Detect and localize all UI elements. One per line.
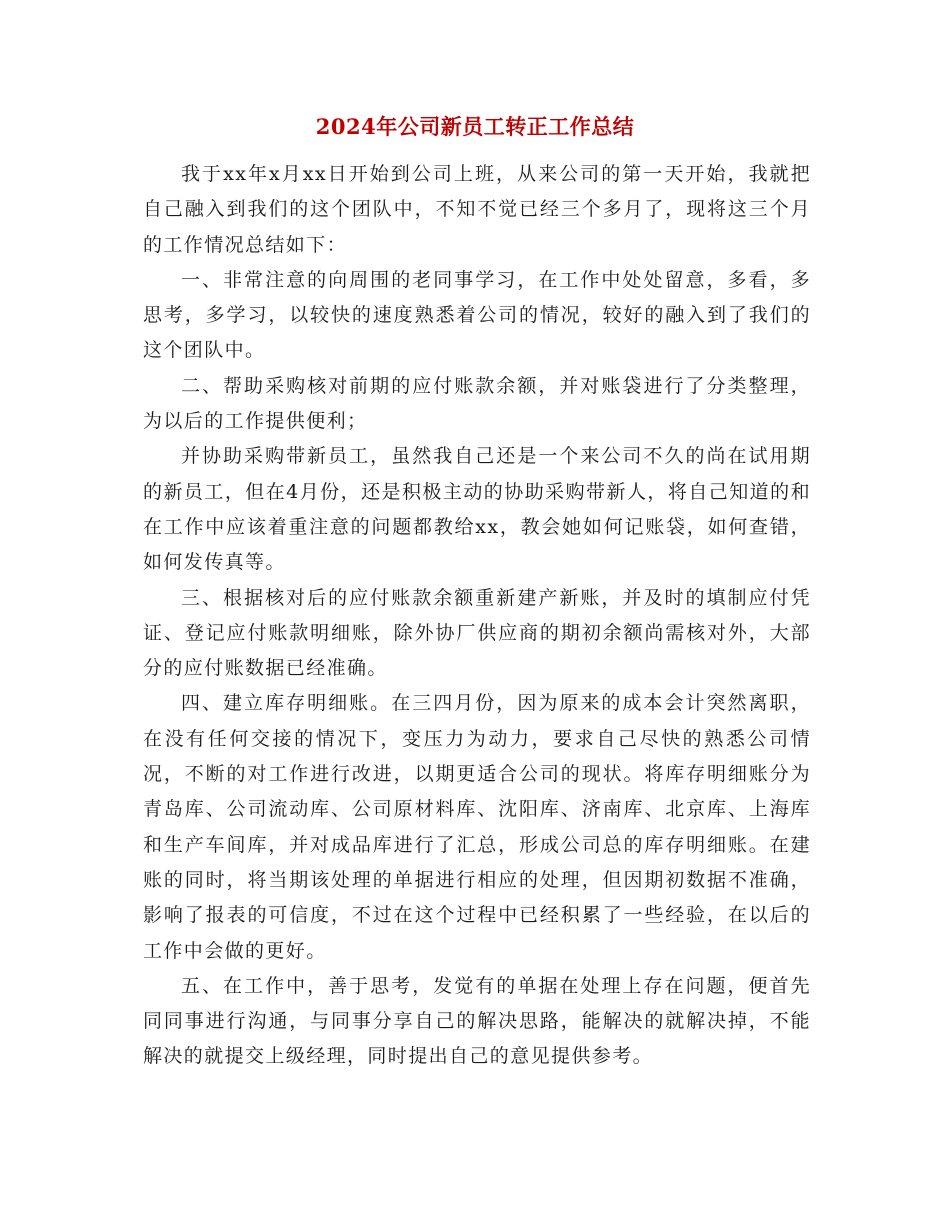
document-body (143, 157, 811, 1075)
paragraph-intro: 我于xx年x月xx日开始到公司上班，从来公司的第一天开始，我就把自己融入到我们的这个团队中，不知不觉已经三个多月了，现将这三个月的工作情况总结如下： (143, 163, 811, 256)
paragraph-item-3: 三、根据核对后的应付账款余额重新建产新账，并及时的填制应付凭证、登记应付账款明细账，除外协厂供应商的期初余额尚需核对外，大部分的应付账数据已经准确。 (143, 586, 811, 680)
document-title: 2024年公司新员工转正工作总结 (315, 114, 635, 139)
paragraph-item-2-continued: 并协助采购带新员工，虽然我自己还是一个来公司不久的尚在试用期的新员工，但在4月份，还是积极主动的协助采购带新人，将自己知道的和在工作中应该着重注意的问题都教给xx，教会她如何记账袋，如何查错，如何发传真等。 (143, 445, 811, 574)
paragraph-item-5: 五、在工作中，善于思考，发觉有的单据在处理上存在问题，便首先同同事进行沟通，与同事分享自己的解决思路，能解决的就解决掉，不能解决的就提交上级经理，同时提出自己的意见提供参考。 (143, 974, 811, 1068)
paragraph-item-4: 四、建立库存明细账。在三四月份，因为原来的成本会计突然离职，在没有任何交接的情况下，变压力为动力，要求自己尽快的熟悉公司情况，不断的对工作进行改进，以期更适合公司的现状。将库存明细账分为青岛库、公司流动库、公司原材料库、沈阳库、济南库、北京库、上海库和生产车间库，并对成品库进行了汇总，形成公司总的库存明细账。在建账的同时，将当期该处理的单据进行相应的处理，但因期初数据不准确，影响了报表的可信度，不过在这个过程中已经积累了一些经验，在以后的工作中会做的更好。 (143, 692, 811, 962)
paragraph-item-1: 一、非常注意的向周围的老同事学习，在工作中处处留意，多看，多思考，多学习，以较快的速度熟悉着公司的情况，较好的融入到了我们的这个团队中。 (143, 268, 811, 362)
paragraph-item-2: 二、帮助采购核对前期的应付账款余额，并对账袋进行了分类整理，为以后的工作提供便利； (143, 374, 811, 433)
